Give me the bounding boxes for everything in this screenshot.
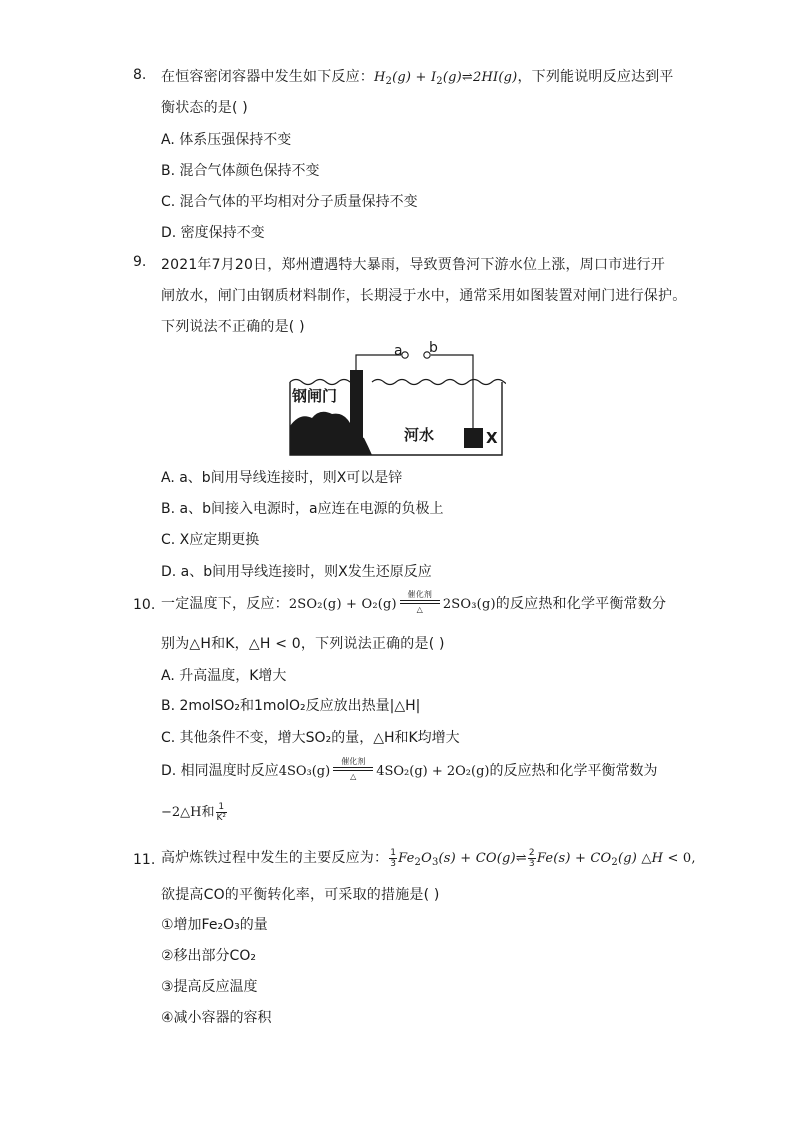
label-b: b [429,340,438,356]
fraction: $\frac{1}{\text{K²}}$ [216,801,227,823]
option-d[interactable]: D. a、b间用导线连接时，则X发生还原反应 [161,564,432,580]
steel-gate [350,370,363,455]
catalyst-arrow: 催化剂 △ [400,590,440,614]
measure-item-4[interactable]: ④减小容器的容积 [161,1010,272,1026]
terminal-a [402,352,408,358]
gate-label: 钢闸门 [292,387,338,405]
option-d[interactable]: D. 相同温度时反应4SO₃(g) 催化剂 △ 4SO₂(g) + 2O₂(g)的反应热和化学平衡常数为 [161,757,658,781]
reaction-equation: $Fe_2O_3(s)$ + CO(g)⇌ [398,851,527,868]
question-stem-line: 闸放水，闸门由钢质材料制作，长期浸于水中，通常采用如图装置对闸门进行保护。 [161,288,687,304]
question-number: 9. [133,254,147,270]
question-stem-line: 2021年7月20日，郑州遭遇特大暴雨，导致贾鲁河下游水位上涨，周口市进行开 [161,257,665,273]
option-c[interactable]: C. 其他条件不变，增大SO₂的量，△H和K均增大 [161,730,460,746]
steel-gate-protection-figure [286,338,506,460]
fraction: $\frac{2}{3}$ [528,847,535,869]
question-stem-line: 在恒容密闭容器中发生如下反应：$H_2(g)$ + $I_2(g)\rightleftharpoons 2HI(g)$，下列能说明反应达到平 [161,69,674,87]
water-label: 河水 [404,426,435,444]
fraction: $\frac{1}{3}$ [390,847,397,869]
question-stem-line: 下列说法不正确的是( ) [161,319,305,335]
option-a[interactable]: A. a、b间用导线连接时，则X可以是锌 [161,470,403,486]
question-stem-line: 高炉炼铁过程中发生的主要反应为： $\frac{1}{3}$ $Fe_2O_3(s)$ + CO(g)⇌ $\frac{2}{3}$ $Fe(s) + CO_2(g)$ △H < 0, [161,847,696,869]
question-stem-line: 别为△H和K，△H < 0，下列说法正确的是( ) [161,636,445,652]
catalyst-arrow: 催化剂 △ [333,757,373,781]
option-c[interactable]: C. X应定期更换 [161,532,260,548]
option-d[interactable]: D. 密度保持不变 [161,225,265,241]
reaction-equation-lhs: 2SO₂(g) + O₂(g) [288,597,397,612]
x-label: X [486,429,498,447]
electrode-x [464,428,483,448]
option-b[interactable]: B. 2molSO₂和1molO₂反应放出热量|△H| [161,698,421,714]
question-number: 8. [133,67,147,83]
measure-item-2[interactable]: ②移出部分CO₂ [161,948,256,964]
label-a: a [394,343,403,359]
measure-item-1[interactable]: ①增加Fe₂O₃的量 [161,917,268,933]
option-b[interactable]: B. a、b间接入电源时，a应连在电源的负极上 [161,501,444,517]
wire-right [431,355,473,428]
reaction-equation: $H_2(g)$ + $I_2(g)\rightleftharpoons 2HI(g)$ [374,70,518,87]
option-b[interactable]: B. 混合气体颜色保持不变 [161,163,320,179]
question-number: 10. [133,597,156,613]
option-d-continuation: −2△H和 $\frac{1}{\text{K²}}$ [161,801,227,823]
option-c[interactable]: C. 混合气体的平均相对分子质量保持不变 [161,194,418,210]
question-stem-line: 欲提高CO的平衡转化率，可采取的措施是( ) [161,887,440,903]
option-a[interactable]: A. 升高温度，K增大 [161,668,287,684]
question-number: 11. [133,852,156,868]
option-a[interactable]: A. 体系压强保持不变 [161,132,292,148]
measure-item-3[interactable]: ③提高反应温度 [161,979,258,995]
question-stem-line: 一定温度下，反应：2SO₂(g) + O₂(g) 催化剂 △ 2SO₃(g)的反应热和化学平衡常数分 [161,590,667,614]
question-stem-line: 衡状态的是( ) [161,100,248,116]
reaction-equation-rhs: 2SO₃(g) [442,597,496,612]
